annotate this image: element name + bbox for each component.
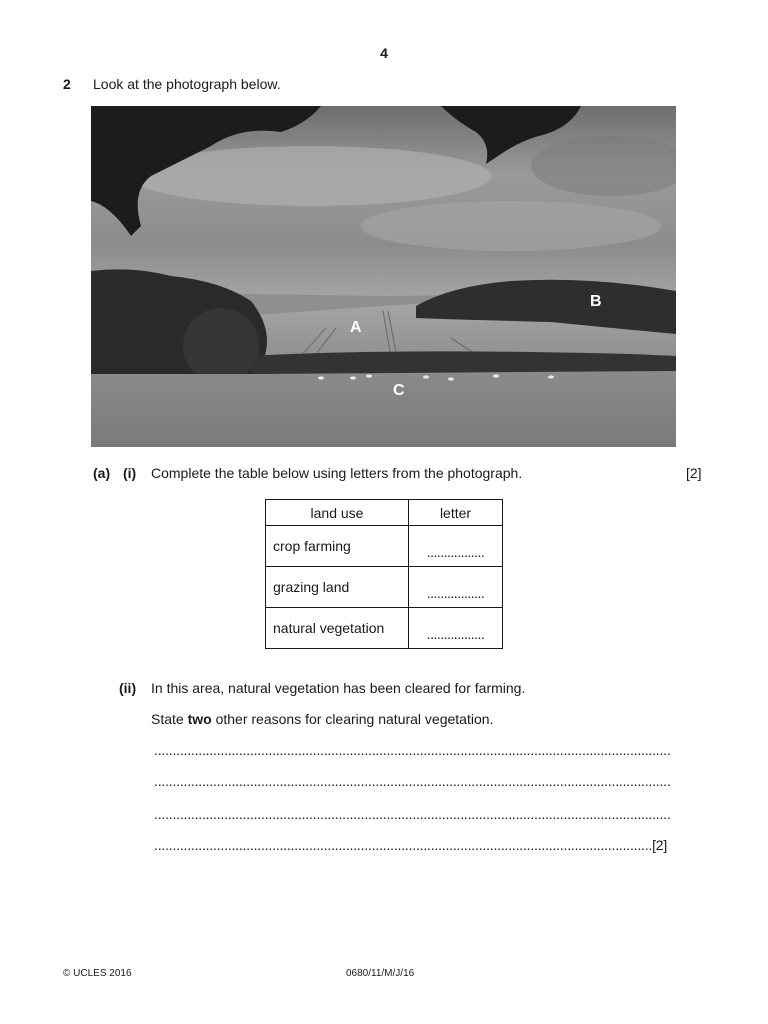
photo-label-b: B (590, 293, 602, 310)
letter-answer-space[interactable]: ................. (409, 567, 503, 608)
header-land-use: land use (266, 500, 409, 526)
photo-label-a: A (350, 319, 362, 336)
answer-line[interactable]: .......................................................................................................................................[2] (154, 837, 668, 853)
landscape-photograph (91, 106, 676, 447)
page-number: 4 (380, 45, 388, 61)
answer-line[interactable]: ............................................................................................................................................ (154, 742, 671, 758)
instruction-emphasis: two (187, 711, 212, 727)
photo-label-c: C (393, 382, 405, 399)
land-use-name: crop farming (266, 526, 409, 567)
answer-line[interactable]: ............................................................................................................................................ (154, 773, 671, 789)
part-ii-text: In this area, natural vegetation has been cleared for farming. (151, 680, 526, 696)
part-i-instruction: Complete the table below using letters from the photograph. (151, 465, 523, 481)
paper-code: 0680/11/M/J/16 (346, 968, 415, 979)
header-letter: letter (409, 500, 503, 526)
land-use-table (265, 499, 503, 649)
question-number: 2 (63, 76, 71, 92)
question-text: Look at the photograph below. (93, 76, 281, 92)
part-ii-instruction (151, 711, 493, 727)
instruction-suffix: other reasons for clearing natural vegetation. (211, 711, 494, 727)
table-row (266, 567, 503, 608)
part-i-label: (i) (123, 465, 137, 481)
table-row (266, 526, 503, 567)
letter-answer-space[interactable]: ................. (409, 608, 503, 649)
part-i-marks: [2] (686, 465, 702, 481)
part-ii-label: (ii) (119, 680, 137, 696)
letter-answer-space[interactable]: ................. (409, 526, 503, 567)
part-a-label: (a) (93, 465, 111, 481)
copyright: © UCLES 2016 (63, 968, 132, 979)
land-use-name: natural vegetation (266, 608, 409, 649)
table-row (266, 608, 503, 649)
instruction-prefix: State (151, 711, 188, 727)
land-use-name: grazing land (266, 567, 409, 608)
answer-line[interactable]: ............................................................................................................................................ (154, 806, 671, 822)
